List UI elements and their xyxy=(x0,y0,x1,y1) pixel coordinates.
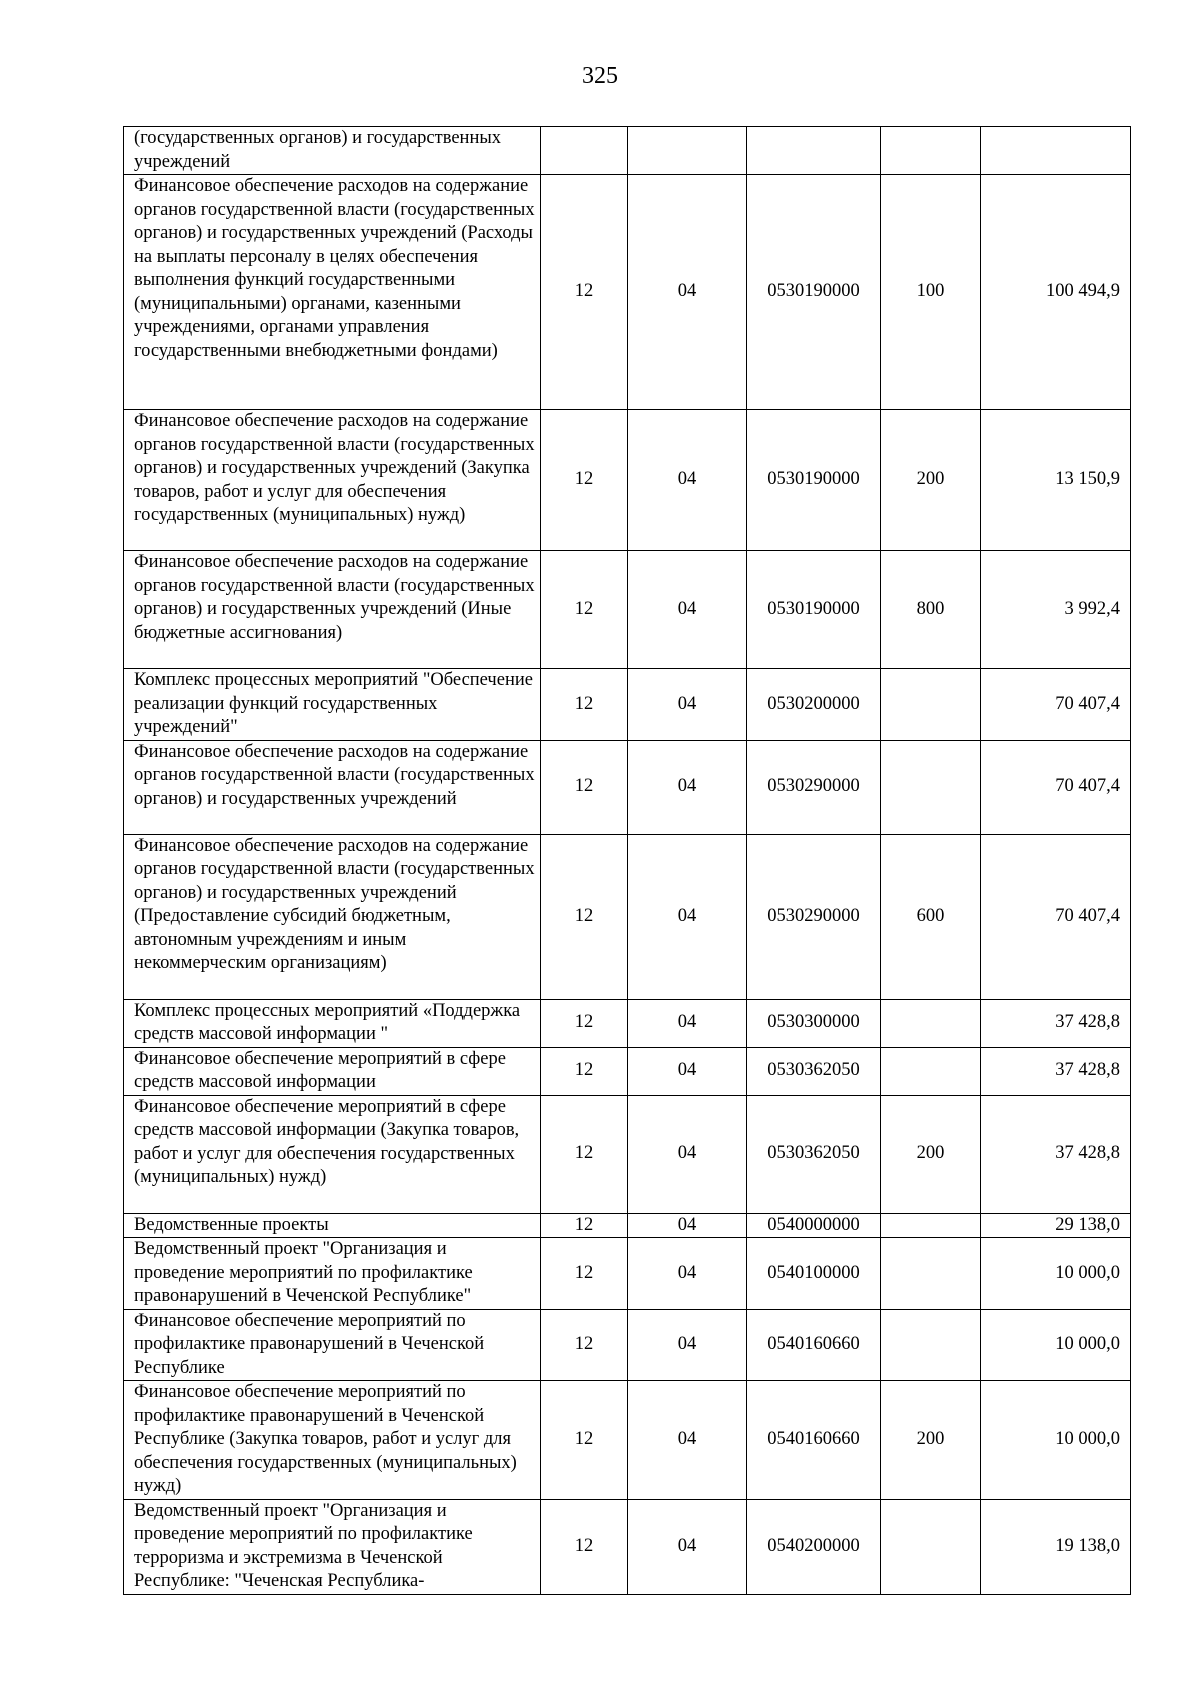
table-row xyxy=(124,127,1131,175)
row-name-cell: Финансовое обеспечение расходов на содержание органов государственной власти (государственных органов) и государственных учреждений (Иные бюджетные ассигнования) xyxy=(124,551,541,669)
row-section-cell xyxy=(541,127,628,175)
row-name-cell: Ведомственный проект "Организация и проведение мероприятий по профилактике терроризма и экстремизма в Чеченской Республике: "Чеченская Республика- xyxy=(124,1499,541,1594)
row-section-cell: 12 xyxy=(541,410,628,551)
row-target-article-cell: 0530190000 xyxy=(747,551,881,669)
row-amount-cell: 29 138,0 xyxy=(981,1213,1131,1238)
row-amount-cell: 70 407,4 xyxy=(981,669,1131,741)
row-name-cell: Ведомственный проект "Организация и проведение мероприятий по профилактике правонарушений в Чеченской Республике" xyxy=(124,1238,541,1310)
row-name-cell: Ведомственные проекты xyxy=(124,1213,541,1238)
row-subsection-cell xyxy=(628,127,747,175)
table-row xyxy=(124,740,1131,834)
row-expense-type-cell: 100 xyxy=(881,175,981,410)
row-subsection-cell: 04 xyxy=(628,1309,747,1381)
row-target-article-cell: 0530362050 xyxy=(747,1095,881,1213)
row-section-cell: 12 xyxy=(541,1047,628,1095)
row-subsection-cell: 04 xyxy=(628,1499,747,1594)
row-expense-type-cell: 800 xyxy=(881,551,981,669)
row-name-cell: Финансовое обеспечение мероприятий по профилактике правонарушений в Чеченской Республике xyxy=(124,1309,541,1381)
row-target-article-cell: 0530362050 xyxy=(747,1047,881,1095)
row-subsection-cell: 04 xyxy=(628,740,747,834)
row-section-cell: 12 xyxy=(541,669,628,741)
table-row xyxy=(124,1381,1131,1500)
row-amount-cell: 70 407,4 xyxy=(981,740,1131,834)
row-expense-type-cell: 200 xyxy=(881,1381,981,1500)
row-subsection-cell: 04 xyxy=(628,175,747,410)
table-row xyxy=(124,1309,1131,1381)
row-target-article-cell: 0540160660 xyxy=(747,1309,881,1381)
row-subsection-cell: 04 xyxy=(628,1213,747,1238)
budget-table xyxy=(123,126,1131,1595)
table-row xyxy=(124,1213,1131,1238)
row-amount-cell: 70 407,4 xyxy=(981,834,1131,999)
row-subsection-cell: 04 xyxy=(628,999,747,1047)
row-amount-cell: 13 150,9 xyxy=(981,410,1131,551)
row-amount-cell: 37 428,8 xyxy=(981,999,1131,1047)
row-section-cell: 12 xyxy=(541,1095,628,1213)
row-target-article-cell: 0530290000 xyxy=(747,834,881,999)
row-amount-cell: 10 000,0 xyxy=(981,1309,1131,1381)
table-row xyxy=(124,669,1131,741)
row-target-article-cell: 0530190000 xyxy=(747,410,881,551)
row-amount-cell xyxy=(981,127,1131,175)
row-section-cell: 12 xyxy=(541,1213,628,1238)
row-section-cell: 12 xyxy=(541,551,628,669)
row-amount-cell: 19 138,0 xyxy=(981,1499,1131,1594)
row-name-cell: Финансовое обеспечение мероприятий в сфере средств массовой информации xyxy=(124,1047,541,1095)
row-subsection-cell: 04 xyxy=(628,1047,747,1095)
row-name-cell: Финансовое обеспечение расходов на содержание органов государственной власти (государственных органов) и государственных учреждений (Расходы на выплаты персоналу в целях обеспечения выполнения функций государственными (муниципальными) органами, казенными учреждениями, органами управления государственными внебюджетными фондами) xyxy=(124,175,541,410)
row-target-article-cell xyxy=(747,127,881,175)
row-section-cell: 12 xyxy=(541,1309,628,1381)
row-name-cell: Комплекс процессных мероприятий «Поддержка средств массовой информации " xyxy=(124,999,541,1047)
row-subsection-cell: 04 xyxy=(628,834,747,999)
row-subsection-cell: 04 xyxy=(628,410,747,551)
row-expense-type-cell xyxy=(881,1047,981,1095)
row-target-article-cell: 0530200000 xyxy=(747,669,881,741)
table-row xyxy=(124,999,1131,1047)
row-expense-type-cell: 600 xyxy=(881,834,981,999)
row-amount-cell: 10 000,0 xyxy=(981,1238,1131,1310)
row-expense-type-cell xyxy=(881,127,981,175)
row-subsection-cell: 04 xyxy=(628,1238,747,1310)
table-row xyxy=(124,1499,1131,1594)
row-expense-type-cell xyxy=(881,1309,981,1381)
row-target-article-cell: 0540000000 xyxy=(747,1213,881,1238)
table-row xyxy=(124,834,1131,999)
row-expense-type-cell xyxy=(881,999,981,1047)
row-section-cell: 12 xyxy=(541,999,628,1047)
row-name-cell: Финансовое обеспечение расходов на содержание органов государственной власти (государственных органов) и государственных учреждений (Закупка товаров, работ и услуг для обеспечения государственных (муниципальных) нужд) xyxy=(124,410,541,551)
row-name-cell: Финансовое обеспечение мероприятий в сфере средств массовой информации (Закупка товаров, работ и услуг для обеспечения государственных (муниципальных) нужд) xyxy=(124,1095,541,1213)
row-section-cell: 12 xyxy=(541,1238,628,1310)
row-amount-cell: 3 992,4 xyxy=(981,551,1131,669)
row-expense-type-cell xyxy=(881,740,981,834)
table-row xyxy=(124,175,1131,410)
table-row xyxy=(124,410,1131,551)
row-expense-type-cell xyxy=(881,1499,981,1594)
row-expense-type-cell xyxy=(881,669,981,741)
row-subsection-cell: 04 xyxy=(628,669,747,741)
row-name-cell: Финансовое обеспечение расходов на содержание органов государственной власти (государственных органов) и государственных учреждений xyxy=(124,740,541,834)
row-section-cell: 12 xyxy=(541,834,628,999)
row-amount-cell: 10 000,0 xyxy=(981,1381,1131,1500)
row-expense-type-cell xyxy=(881,1213,981,1238)
page-number: 325 xyxy=(582,63,618,89)
table-row xyxy=(124,1047,1131,1095)
table-row xyxy=(124,1095,1131,1213)
row-section-cell: 12 xyxy=(541,1381,628,1500)
budget-table-body xyxy=(124,127,1131,1595)
row-target-article-cell: 0540200000 xyxy=(747,1499,881,1594)
row-amount-cell: 100 494,9 xyxy=(981,175,1131,410)
row-target-article-cell: 0540100000 xyxy=(747,1238,881,1310)
row-name-cell: Комплекс процессных мероприятий "Обеспечение реализации функций государственных учреждений" xyxy=(124,669,541,741)
row-amount-cell: 37 428,8 xyxy=(981,1095,1131,1213)
row-target-article-cell: 0530190000 xyxy=(747,175,881,410)
row-subsection-cell: 04 xyxy=(628,1095,747,1213)
row-target-article-cell: 0540160660 xyxy=(747,1381,881,1500)
row-section-cell: 12 xyxy=(541,175,628,410)
row-section-cell: 12 xyxy=(541,1499,628,1594)
row-amount-cell: 37 428,8 xyxy=(981,1047,1131,1095)
table-row xyxy=(124,1238,1131,1310)
row-section-cell: 12 xyxy=(541,740,628,834)
row-target-article-cell: 0530300000 xyxy=(747,999,881,1047)
row-subsection-cell: 04 xyxy=(628,1381,747,1500)
row-expense-type-cell: 200 xyxy=(881,1095,981,1213)
row-name-cell: Финансовое обеспечение мероприятий по профилактике правонарушений в Чеченской Республике (Закупка товаров, работ и услуг для обеспечения государственных (муниципальных) нужд) xyxy=(124,1381,541,1500)
row-target-article-cell: 0530290000 xyxy=(747,740,881,834)
row-name-cell: Финансовое обеспечение расходов на содержание органов государственной власти (государственных органов) и государственных учреждений (Предоставление субсидий бюджетным, автономным учреждениям и иным некоммерческим организациям) xyxy=(124,834,541,999)
row-subsection-cell: 04 xyxy=(628,551,747,669)
row-expense-type-cell: 200 xyxy=(881,410,981,551)
row-expense-type-cell xyxy=(881,1238,981,1310)
row-name-cell: (государственных органов) и государственных учреждений xyxy=(124,127,541,175)
table-row xyxy=(124,551,1131,669)
